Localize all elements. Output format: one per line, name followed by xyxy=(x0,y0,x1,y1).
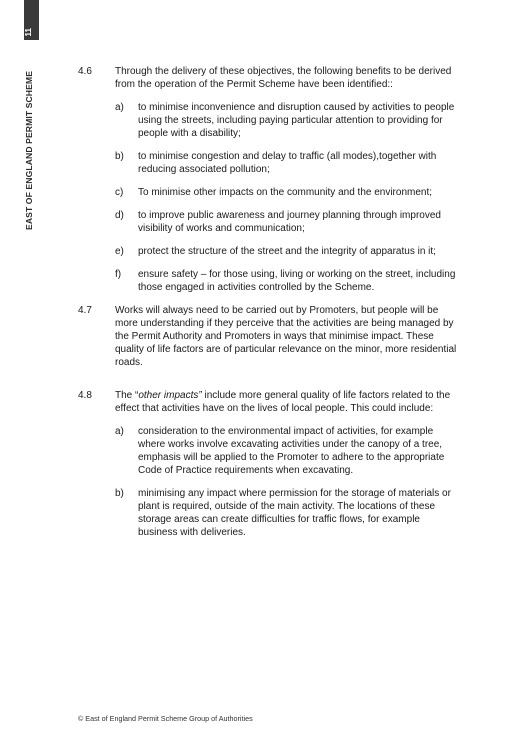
list-item-letter: e) xyxy=(115,246,124,257)
paragraph-4-8 xyxy=(78,389,458,539)
list-item-letter: a) xyxy=(115,102,124,113)
list-item-letter: c) xyxy=(115,187,124,198)
list-item-letter: b) xyxy=(115,488,124,499)
paragraph-body xyxy=(115,389,458,539)
paragraph-text-start: The “ xyxy=(115,390,139,401)
paragraph-number: 4.7 xyxy=(78,305,92,316)
paragraph-text-emphasis: other impacts” xyxy=(138,390,202,401)
list-item xyxy=(115,425,458,477)
paragraph-number: 4.6 xyxy=(78,66,92,77)
list-item xyxy=(115,487,458,539)
list-item-letter: b) xyxy=(115,151,124,162)
list-item xyxy=(115,268,458,294)
list-item-text: consideration to the environmental impact of activities, for example where works involve excavating activities under the canopy of a tree, emphasis will be applied to the Promoter to adhere to the appropriate Code of Practice requirements when excavating. xyxy=(138,426,445,476)
paragraph-text xyxy=(115,389,458,415)
list-item-text: minimising any impact where permission for the storage of materials or plant is required, outside of the main activity. The locations of these storage areas can create difficulties for traffic flows, for example business with deliveries. xyxy=(138,488,451,538)
paragraph-text: Through the delivery of these objectives, the following benefits to be derived from the operation of the Permit Scheme have been identified:: xyxy=(115,66,452,90)
document-side-title: EAST OF ENGLAND PERMIT SCHEME xyxy=(24,70,34,230)
list-item xyxy=(115,245,458,258)
paragraph-text: Works will always need to be carried out by Promoters, but people will be more understanding if they perceive that the activities are being managed by the Permit Authority and Promoters in ways that minimise impact. These quality of life factors are of particular relevance on the minor, more residential roads. xyxy=(115,305,457,368)
document-body xyxy=(78,65,458,549)
paragraph-4-6 xyxy=(78,65,458,294)
paragraph-body xyxy=(115,304,458,379)
list-item xyxy=(115,101,458,140)
list-item-letter: f) xyxy=(115,269,122,280)
list-item-letter: d) xyxy=(115,210,124,221)
list-item xyxy=(115,150,458,176)
list-item-text: protect the structure of the street and the integrity of apparatus in it; xyxy=(138,246,436,257)
list-item-letter: a) xyxy=(115,426,124,437)
paragraph-number: 4.8 xyxy=(78,390,92,401)
paragraph-text-end: include more general quality of life factors related to the effect that activities have on the lives of local people. This could include: xyxy=(115,390,451,414)
page-number-tab xyxy=(24,0,39,40)
copyright-footer: © East of England Permit Scheme Group of Authorities xyxy=(78,714,253,723)
list-item xyxy=(115,186,458,199)
list-item-text: ensure safety – for those using, living or working on the street, including those engaged in activities controlled by the Scheme. xyxy=(138,269,456,293)
page-number: 11 xyxy=(24,27,33,36)
list-item-text: To minimise other impacts on the community and the environment; xyxy=(138,187,433,198)
paragraph-body xyxy=(115,65,458,294)
list-item-text: to improve public awareness and journey planning through improved visibility of works and communication; xyxy=(138,210,441,234)
list-item-text: to minimise congestion and delay to traffic (all modes),together with reducing associated pollution; xyxy=(138,151,437,175)
list-item-text: to minimise inconvenience and disruption caused by activities to people using the streets, including paying particular attention to providing for people with a disability; xyxy=(138,102,455,139)
list-item xyxy=(115,209,458,235)
paragraph-4-7 xyxy=(78,304,458,379)
